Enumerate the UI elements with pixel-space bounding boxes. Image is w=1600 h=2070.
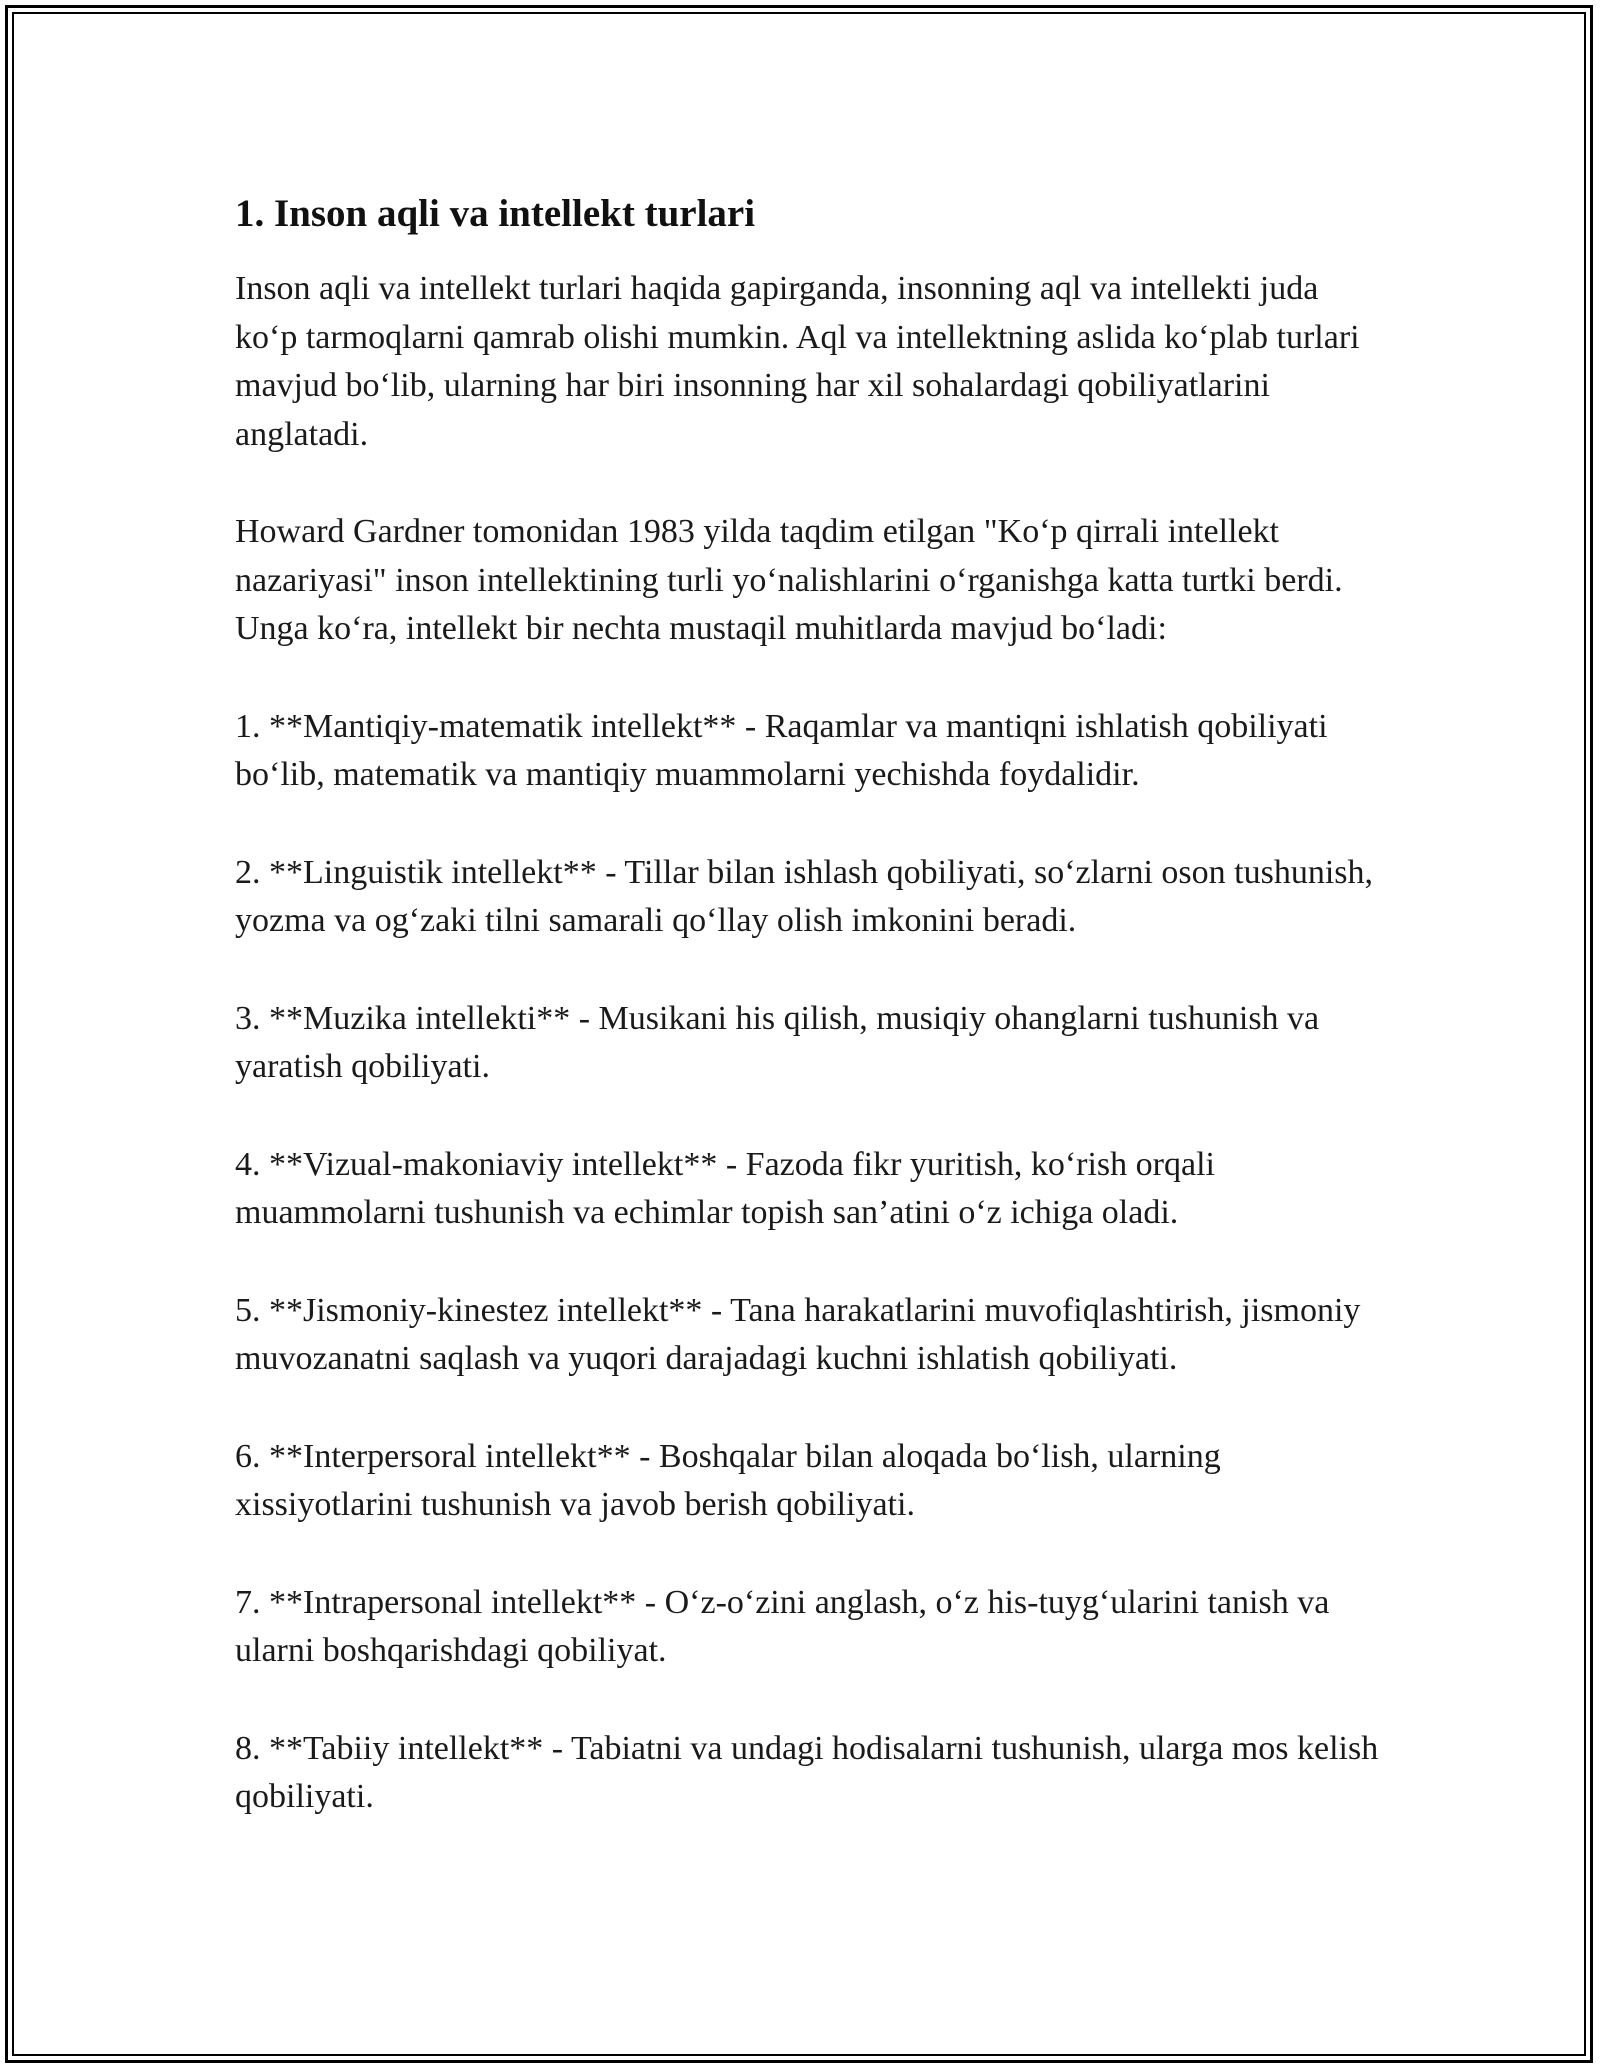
list-item-intrapersonal: 7. **Intrapersonal intellekt** - O‘z-o‘zini anglash, o‘z his-tuyg‘ularini tanish va ularni boshqarishdagi qobiliyat. bbox=[235, 1583, 1330, 1669]
list-item-bodily-kinesthetic: 5. **Jismoniy-kinestez intellekt** - Tana harakatlarini muvofiqlashtirish, jismoniy muvozanatni saqlash va yuqori darajadagi kuchni ishlatish qobiliyati. bbox=[235, 1291, 1361, 1377]
list-item-visual-spatial: 4. **Vizual-makoniaviy intellekt** - Fazoda fikr yuritish, ko‘rish orqali muammolarni tushunish va echimlar topish san’atini o‘z ichiga oladi. bbox=[235, 1145, 1215, 1231]
list-item-interpersonal: 6. **Interpersoral intellekt** - Boshqalar bilan aloqada bo‘lish, ularning xissiyotlarini tushunish va javob berish qobiliyati. bbox=[235, 1437, 1221, 1523]
list-item-logical-mathematical: 1. **Mantiqiy-matematik intellekt** - Raqamlar va mantiqni ishlatish qobiliyati bo‘lib, matematik va mantiqiy muammolarni yechishda foydalidir. bbox=[235, 707, 1328, 793]
section-heading: 1. Inson aqli va intellekt turlari bbox=[235, 192, 756, 235]
list-item-linguistic: 2. **Linguistik intellekt** - Tillar bilan ishlash qobiliyati, so‘zlarni oson tushunish, yozma va og‘zaki tilni samarali qo‘llay olish imkonini beradi. bbox=[235, 853, 1374, 939]
list-item-musical: 3. **Muzika intellekti** - Musikani his qilish, musiqiy ohanglarni tushunish va yaratish qobiliyati. bbox=[235, 999, 1320, 1085]
gardner-paragraph: Howard Gardner tomonidan 1983 yilda taqdim etilgan "Ko‘p qirrali intellekt nazariyasi" inson intellektining turli yo‘nalishlarini o‘rganishga katta turtki berdi. Unga ko‘ra, intellekt bir nechta mustaqil muhitlarda mavjud bo‘ladi: bbox=[235, 513, 1343, 647]
intro-paragraph: Inson aqli va intellekt turlari haqida gapirganda, insonning aql va intellekti juda ko‘p tarmoqlarni qamrab olishi mumkin. Aql va intellektning aslida ko‘plab turlari mavjud bo‘lib, ularning har biri insonning har xil sohalardagi qobiliyatlarini anglatadi. bbox=[235, 270, 1360, 453]
list-item-naturalist: 8. **Tabiiy intellekt** - Tabiatni va undagi hodisalarni tushunish, ularga mos kelish qobiliyati. bbox=[235, 1729, 1379, 1815]
document-body bbox=[235, 185, 1385, 1822]
